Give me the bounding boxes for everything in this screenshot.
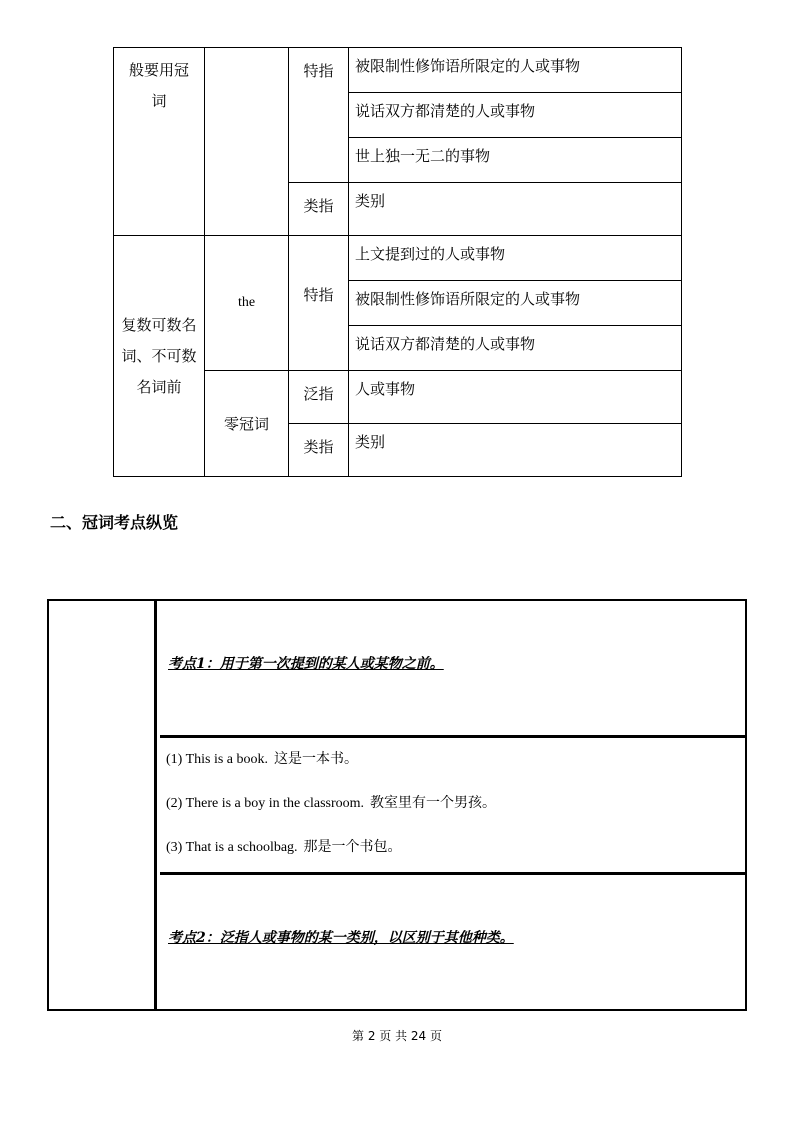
example-zh: 那是一个书包。 — [303, 839, 402, 855]
usage-note-cell: 类别 — [349, 183, 682, 236]
point1-row — [160, 601, 745, 738]
noun-kind-cell — [114, 236, 205, 477]
example-sentence — [166, 748, 358, 768]
section-heading: 二、冠词考点纵览 — [50, 513, 179, 532]
example-en: (3) That is a schoolbag. — [166, 840, 298, 855]
category-cell: 类指 — [289, 183, 349, 236]
page-footer: 第 2 页 共 24 页 — [352, 1029, 442, 1043]
point1-title: 考点1：用于第一次提到的某人或某物之前。 — [168, 656, 444, 672]
points-left-column — [49, 601, 157, 1009]
example-zh: 这是一本书。 — [274, 751, 359, 767]
example-sentence — [166, 792, 496, 812]
category-cell: 泛指 — [289, 371, 349, 424]
noun-kind-label: 般要用冠词 — [128, 61, 189, 110]
point2-row — [160, 875, 745, 1009]
table-row — [114, 236, 682, 281]
usage-note-cell: 说话双方都清楚的人或事物 — [349, 326, 682, 371]
example-en: (1) This is a book. — [166, 752, 269, 767]
article-cell: the — [205, 236, 289, 371]
usage-note-cell: 世上独一无二的事物 — [349, 138, 682, 183]
usage-note-cell: 被限制性修饰语所限定的人或事物 — [349, 48, 682, 93]
article-cell: 零冠词 — [205, 371, 289, 477]
example-zh: 教室里有一个男孩。 — [370, 795, 497, 811]
noun-kind-cell — [114, 48, 205, 236]
category-cell: 类指 — [289, 424, 349, 477]
point2-title: 考点2：泛指人或事物的某一类别，以区别于其他种类。 — [168, 930, 514, 946]
usage-note-cell: 类别 — [349, 424, 682, 477]
example-en: (2) There is a boy in the classroom. — [166, 796, 365, 811]
exam-points-box — [47, 599, 747, 1011]
usage-note-cell: 人或事物 — [349, 371, 682, 424]
table-row — [114, 48, 682, 93]
noun-kind-label: 复数可数名词、不可数名词前 — [121, 315, 197, 396]
article-cell — [205, 48, 289, 236]
usage-note-cell: 被限制性修饰语所限定的人或事物 — [349, 281, 682, 326]
examples-row — [160, 738, 745, 875]
category-cell: 特指 — [289, 236, 349, 371]
example-sentence — [166, 836, 402, 856]
category-cell: 特指 — [289, 48, 349, 183]
usage-note-cell: 上文提到过的人或事物 — [349, 236, 682, 281]
article-usage-table — [113, 47, 682, 477]
usage-note-cell: 说话双方都清楚的人或事物 — [349, 93, 682, 138]
